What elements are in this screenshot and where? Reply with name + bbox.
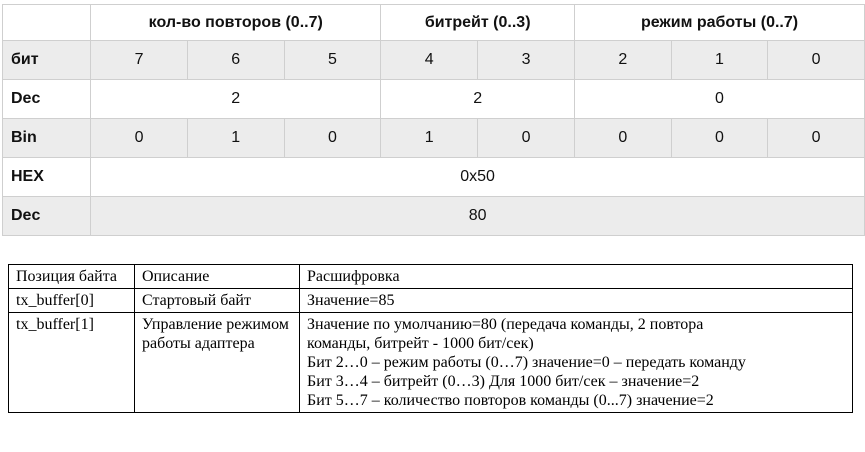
byte-details <box>300 313 853 413</box>
byte-position: tx_buffer[1] <box>9 313 135 413</box>
hex-value: 0x50 <box>91 158 865 197</box>
header-position: Позиция байта <box>9 265 135 289</box>
bit-layout-table <box>2 4 865 236</box>
bin-cell: 0 <box>575 119 672 158</box>
header-description: Описание <box>135 265 300 289</box>
dec-cell-repeats: 2 <box>91 80 381 119</box>
table-row <box>9 313 853 413</box>
header-repeat-count: кол-во повторов (0..7) <box>91 5 381 41</box>
bit-cell: 3 <box>478 41 575 80</box>
detail-line: команды, битрейт - 1000 бит/сек) <box>307 335 534 352</box>
row-label-hex: HEX <box>3 158 91 197</box>
header-row <box>3 5 865 41</box>
dec-row <box>3 80 865 119</box>
byte-description-table <box>8 264 853 413</box>
row-label-dec-total: Dec <box>3 197 91 236</box>
dec-total-value: 80 <box>91 197 865 236</box>
header-decoding: Расшифровка <box>300 265 853 289</box>
detail-line: Значение по умолчанию=80 (передача команды, 2 повтора <box>307 316 704 333</box>
bit-cell: 2 <box>575 41 672 80</box>
bit-cell: 5 <box>284 41 381 80</box>
bin-cell: 1 <box>381 119 478 158</box>
hex-row <box>3 158 865 197</box>
bin-cell: 0 <box>91 119 188 158</box>
bin-row <box>3 119 865 158</box>
table-row <box>9 289 853 313</box>
bit-row <box>3 41 865 80</box>
detail-line: Бит 2…0 – режим работы (0…7) значение=0 – передать команду <box>307 354 746 371</box>
bit-cell: 0 <box>768 41 865 80</box>
bit-cell: 6 <box>187 41 284 80</box>
bit-cell: 4 <box>381 41 478 80</box>
row-label-bin: Bin <box>3 119 91 158</box>
dec-cell-bitrate: 2 <box>381 80 575 119</box>
row-label-dec: Dec <box>3 80 91 119</box>
bit-cell: 1 <box>671 41 768 80</box>
byte-details <box>300 289 853 313</box>
bin-cell: 0 <box>768 119 865 158</box>
row-label-bit: бит <box>3 41 91 80</box>
byte-position: tx_buffer[0] <box>9 289 135 313</box>
detail-line: Бит 5…7 – количество повторов команды (0...7) значение=2 <box>307 392 714 409</box>
header-bitrate: битрейт (0..3) <box>381 5 575 41</box>
detail-line: Бит 3…4 – битрейт (0…3) Для 1000 бит/сек – значение=2 <box>307 373 700 390</box>
dec-total-row <box>3 197 865 236</box>
detail-line: Значение=85 <box>307 292 395 309</box>
dec-cell-mode: 0 <box>575 80 865 119</box>
corner-cell <box>3 5 91 41</box>
bit-cell: 7 <box>91 41 188 80</box>
bin-cell: 0 <box>478 119 575 158</box>
byte-description: Стартовый байт <box>135 289 300 313</box>
bin-cell: 1 <box>187 119 284 158</box>
byte-description: Управление режимом работы адаптера <box>135 313 300 413</box>
bin-cell: 0 <box>284 119 381 158</box>
bin-cell: 0 <box>671 119 768 158</box>
header-mode: режим работы (0..7) <box>575 5 865 41</box>
header-row <box>9 265 853 289</box>
